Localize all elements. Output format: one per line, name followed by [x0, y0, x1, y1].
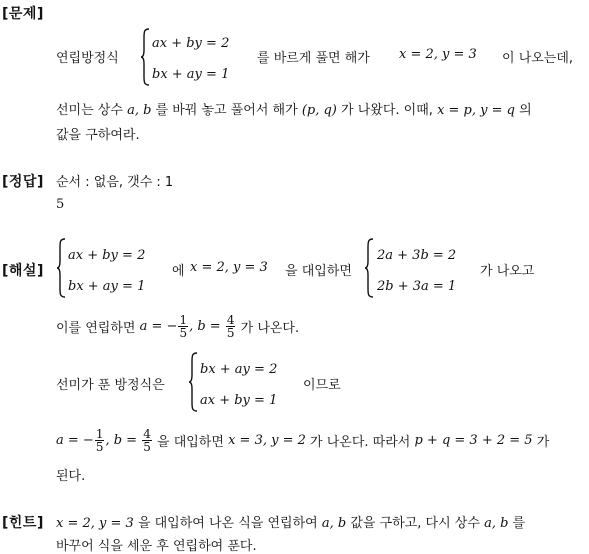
solution-math-b: , b =: [189, 319, 221, 334]
solution-math-1: x = 2, y = 3: [190, 260, 268, 275]
fraction: [226, 314, 236, 339]
left-brace-icon: [364, 238, 374, 298]
fraction-denominator: 5: [179, 326, 188, 340]
answer-value: 5: [56, 197, 65, 212]
solution-text-2a: 이를 연립하면: [56, 321, 136, 336]
answer-label: [정답]: [2, 174, 44, 190]
problem-line-3: 값을 구하여라.: [56, 128, 140, 143]
solution-sys3-eq1: bx + ay = 2: [200, 362, 278, 377]
fraction-numerator: 1: [95, 427, 104, 441]
solution-line-4: [56, 428, 549, 453]
problem-eq1: ax + by = 2: [152, 36, 230, 51]
answer-meta: 순서 : 없음, 갯수 : 1: [56, 175, 174, 190]
problem-text-2b: 를 바꿔 놓고 풀어서 해가: [155, 103, 298, 118]
fraction-numerator: 4: [226, 313, 235, 327]
left-brace-icon: [140, 28, 150, 86]
problem-text-2c: 가 나왔다. 이때,: [341, 103, 433, 118]
solution-system-3: [188, 352, 288, 414]
fraction-numerator: 4: [143, 427, 151, 441]
solution-text-2b: 가 나온다.: [240, 321, 300, 336]
hint-math-ab2: a, b: [484, 516, 509, 531]
solution-math-a: a = −: [139, 319, 178, 334]
solution-sys1-eq2: bx + ay = 1: [68, 279, 146, 294]
hint-line-2: 바꾸어 식을 세운 후 연립하여 푼다.: [56, 539, 257, 554]
solution-label: [해설]: [2, 263, 44, 279]
hint-label: [힌트]: [2, 515, 44, 531]
solution-text-3a: 선미가 푼 방정식은: [56, 378, 165, 393]
problem-text-1-end: 이 나오는데,: [502, 51, 574, 66]
problem-eq2: bx + ay = 1: [152, 67, 230, 82]
problem-math-2: x = p, y = q: [437, 103, 515, 118]
solution-text-1b: 을 대입하면: [285, 264, 352, 279]
problem-label: [문제]: [2, 6, 44, 22]
solution-text-1c: 가 나오고: [480, 264, 535, 279]
solution-sys2-eq1: 2a + 3b = 2: [377, 248, 457, 263]
problem-text-2a: 선미는 상수: [56, 103, 123, 118]
solution-sys2-eq2: 2b + 3a = 1: [377, 279, 457, 294]
problem-math-ab: a, b: [127, 103, 152, 118]
problem-math-1: x = 2, y = 3: [399, 47, 477, 62]
problem-math-pq: (p, q): [301, 103, 337, 118]
hint-text-1b: 값을 구하고, 다시 상수: [350, 516, 480, 531]
hint-text-1-end: 를: [512, 516, 526, 531]
problem-text-1: 를 바르게 풀면 해가: [257, 51, 370, 66]
solution-text-4a: 을 대입하면: [157, 435, 224, 450]
solution-math-sum: p + q = 3 + 2 = 5: [414, 433, 533, 448]
fraction: [95, 428, 105, 453]
solution-math-b2: , b =: [105, 433, 138, 448]
problem-line-2: [56, 99, 532, 118]
solution-sys3-eq2: ax + by = 1: [200, 393, 278, 408]
fraction: [178, 314, 188, 339]
hint-line-1: [56, 512, 525, 531]
fraction-numerator: 1: [179, 313, 188, 327]
hint-math-ab: a, b: [321, 516, 347, 531]
problem-equation-system: [140, 28, 240, 88]
fraction-denominator: 5: [226, 326, 235, 340]
fraction-denominator: 5: [143, 440, 151, 454]
problem-intro-text: 연립방정식: [56, 51, 119, 66]
left-brace-icon: [56, 238, 66, 298]
hint-math-1: x = 2, y = 3: [56, 516, 134, 531]
left-brace-icon: [188, 352, 198, 412]
solution-line-5: 된다.: [56, 469, 86, 484]
solution-system-1: [56, 238, 156, 300]
solution-text-1a: 에: [172, 264, 185, 279]
solution-system-2: [364, 238, 474, 300]
hint-text-1a: 을 대입하여 나온 식을 연립하여: [137, 516, 318, 531]
problem-text-2-end: 의: [519, 103, 532, 118]
fraction: [142, 428, 152, 453]
solution-line-2: [56, 314, 299, 339]
solution-text-4c: 가: [536, 435, 550, 450]
fraction-denominator: 5: [95, 440, 104, 454]
solution-text-3b: 이므로: [303, 378, 341, 393]
solution-text-4b: 가 나온다. 따라서: [310, 435, 411, 450]
solution-sys1-eq1: ax + by = 2: [68, 248, 146, 263]
solution-math-xy: x = 3, y = 2: [228, 433, 306, 448]
solution-math-a2: a = −: [56, 433, 94, 448]
